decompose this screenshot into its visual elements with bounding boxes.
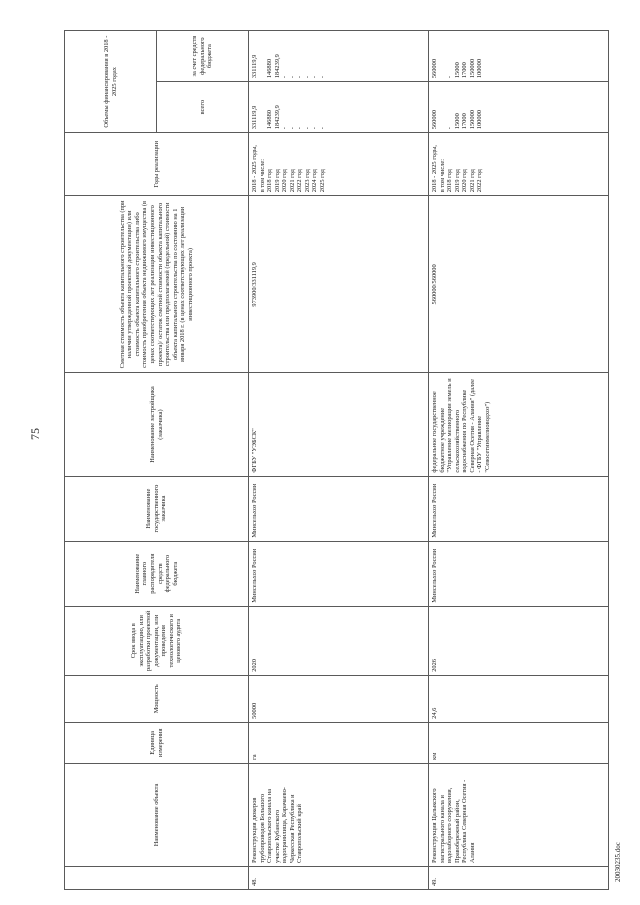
year-line: 2022 год [476, 169, 484, 193]
amount-line: - [318, 127, 326, 130]
unit-cell: км [429, 722, 609, 763]
amount-line: - [281, 76, 289, 79]
amount-line: 100000 [476, 110, 484, 130]
capacity-cell: 24,6 [429, 675, 609, 722]
estimated-cost-cell: 973900/331119,9 [249, 196, 429, 373]
year-line: 2020 год [461, 169, 469, 193]
amount-line [259, 85, 267, 129]
total-funding-cell [429, 82, 609, 133]
years-cell [249, 133, 429, 196]
year-line: 2023 год [303, 169, 311, 193]
amount-line: 17000 [461, 113, 469, 130]
amount-line: 331119,9 [251, 105, 258, 130]
amount-line: 560000 [431, 110, 438, 130]
amount-line [259, 34, 267, 78]
header-funding-group: Объемы финансирования в 2018 - 2025 годах [65, 31, 157, 133]
state-customer-cell: Минсельхоз России [249, 476, 429, 541]
years-cell [429, 133, 609, 196]
total-funding-cell [249, 82, 429, 133]
year-line: 2018 год [266, 169, 274, 193]
amount-line: - [311, 76, 319, 79]
row-number: 48. [249, 866, 429, 889]
amount-line: 15000 [453, 113, 461, 130]
header-object-name: Наименование объекта [65, 763, 249, 866]
investment-projects-table [64, 30, 609, 890]
object-name-cell: Реконструкция дюкеров трубопроводов Большого Ставропольского канала на участке Кубанского водохранилища, Карачаево-Черкесская Республика и Ставропольский край [249, 763, 429, 866]
amount-line [439, 34, 447, 78]
header-commission-term: Срок ввода в эксплуатацию, или разработки проектной документации, или проведения технологического и ценового аудита [65, 606, 249, 675]
capacity-cell: 50000 [249, 675, 429, 722]
document-filename: 20030235.doc [614, 842, 622, 882]
amount-line: - [288, 76, 296, 79]
amount-line: 146880 [266, 58, 274, 79]
table-row [249, 31, 429, 890]
developer-cell: ФГБУ "УЭБСК" [249, 373, 429, 476]
amount-line: 15000 [453, 62, 461, 79]
row-number: 49. [429, 866, 609, 889]
year-line: 2021 год [288, 169, 296, 193]
year-line: 2025 год [318, 169, 326, 193]
header-federal: за счет средств федерального бюджета [157, 31, 249, 82]
table-row [429, 31, 609, 890]
unit-cell: га [249, 722, 429, 763]
federal-funding-cell [249, 31, 429, 82]
amount-line: - [446, 127, 454, 130]
year-line: 2020 год [281, 169, 289, 193]
year-line: 2019 год [273, 169, 281, 193]
amount-line: 100000 [476, 58, 484, 79]
object-name-cell: Реконструкция Цалыкского магистрального канала и водозаборного сооружения, Правобережный район, Республика Северная Осетия - Алания [429, 763, 609, 866]
amount-line: - [296, 76, 304, 79]
term-cell: 2020 [249, 606, 429, 675]
amount-line: - [303, 76, 311, 79]
amount-line: 17000 [461, 62, 469, 79]
term-cell: 2026 [429, 606, 609, 675]
estimated-cost-cell: 560000/560000 [429, 196, 609, 373]
year-line: в том числе: [258, 158, 266, 193]
state-customer-cell: Минсельхоз России [429, 476, 609, 541]
header-estimated-cost: Сметная стоимость объекта капитального строительства (при наличии утвержденной проектной документации) или стоимость объекта капитального строительства либо стоимость приобретения объекта недвижимого имущества (в ценах соответствующих лет реализации инвестиционного проекта)/ остаток сметной стоимости объекта капитального строительства или предполагаемой (предельной) стоимости объекта капитального строительства по состоянию на 1 января 2018 г. (в ценах соответствующих лет реализации инвестиционного проекта) [65, 196, 249, 373]
amount-line: 150000 [468, 110, 476, 130]
year-line: 2018 - 2025 годы, [431, 145, 438, 193]
header-capacity: Мощность [65, 675, 249, 722]
amount-line: 184239,9 [273, 54, 281, 79]
page-number: 75 [28, 428, 42, 440]
budget-manager-cell: Минсельхоз России [429, 541, 609, 606]
header-developer: Наименование застройщика (заказчика) [65, 373, 249, 476]
amount-line: 146880 [266, 110, 274, 130]
year-line: 2019 год [453, 169, 461, 193]
amount-line: - [446, 76, 454, 79]
developer-cell: федеральное государственное бюджетное учреждение "Управление мелиорации земель и сельскохозяйственного водоснабжения по Республике Северная Осетия - Алания" (далее - ФГБУ "Управление "Севосетинмелиоводхоз") [429, 373, 609, 476]
year-line: 2024 год [311, 169, 319, 193]
amount-line: 560000 [431, 58, 438, 79]
year-line: 2018 - 2025 годы, [251, 145, 258, 193]
header-years: Годы реализации [65, 133, 249, 196]
year-line: 2022 год [296, 169, 304, 193]
amount-line: 331119,9 [251, 54, 258, 79]
rotated-table-wrapper [64, 30, 620, 890]
year-line: 2021 год [468, 169, 476, 193]
amount-line: - [303, 127, 311, 130]
amount-line: - [296, 127, 304, 130]
amount-line: 184239,9 [273, 105, 281, 130]
header-state-customer: Наименование государственного заказчика [65, 476, 249, 541]
rotated-sheet [64, 30, 620, 890]
header-budget-manager: Наименование главного распорядителя средств федерального бюджета [65, 541, 249, 606]
header-unit: Единица измерения [65, 722, 249, 763]
federal-funding-cell [429, 31, 609, 82]
amount-line: - [311, 127, 319, 130]
year-line: в том числе: [438, 158, 446, 193]
amount-line [439, 85, 447, 129]
amount-line: - [288, 127, 296, 130]
amount-line: - [281, 127, 289, 130]
amount-line: 150000 [468, 58, 476, 79]
year-line: 2018 год [446, 169, 454, 193]
budget-manager-cell: Минсельхоз России [249, 541, 429, 606]
header-number [65, 866, 249, 889]
header-total: всего [157, 82, 249, 133]
amount-line: - [318, 76, 326, 79]
table-header-row [65, 31, 157, 890]
